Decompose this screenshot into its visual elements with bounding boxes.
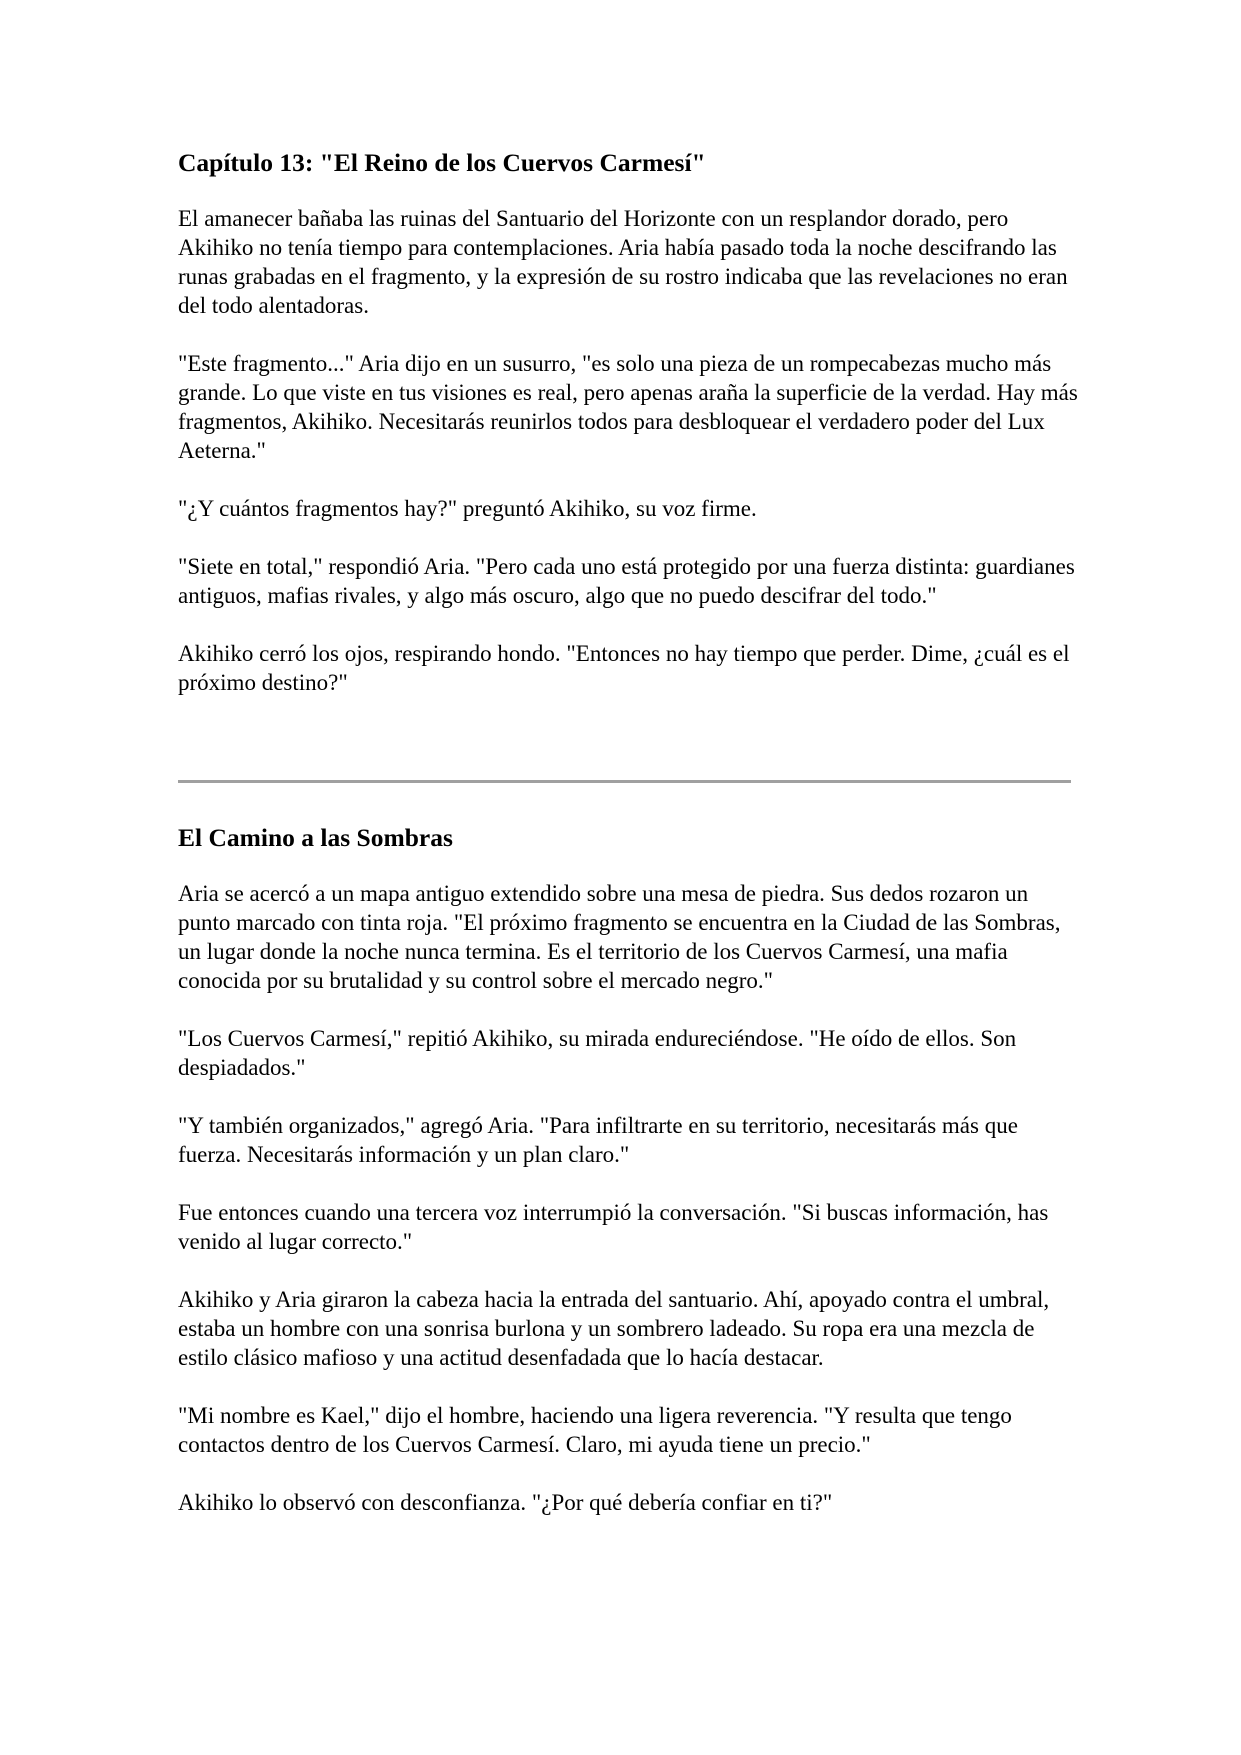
- section-camino: [178, 823, 1078, 1517]
- chapter-title: Capítulo 13: "El Reino de los Cuervos Carmesí": [178, 148, 706, 177]
- paragraph: "Y también organizados," agregó Aria. "Para infiltrarte en su territorio, necesitarás más que fuerza. Necesitarás información y un plan claro.": [178, 1113, 1018, 1167]
- paragraph: Fue entonces cuando una tercera voz interrumpió la conversación. "Si buscas información, has venido al lugar correcto.": [178, 1200, 1049, 1254]
- paragraph: "¿Y cuántos fragmentos hay?" preguntó Akihiko, su voz firme.: [178, 496, 757, 521]
- chapter-section: [178, 148, 1078, 697]
- paragraph: "Los Cuervos Carmesí," repitió Akihiko, su mirada endureciéndose. "He oído de ellos. Son despiadados.": [178, 1026, 1017, 1080]
- paragraph: "Siete en total," respondió Aria. "Pero cada uno está protegido por una fuerza distinta: guardianes antiguos, mafias rivales, y algo más oscuro, algo que no puedo descifrar del todo.": [178, 554, 1075, 608]
- paragraph: "Este fragmento..." Aria dijo en un susurro, "es solo una pieza de un rompecabezas mucho más grande. Lo que viste en tus visiones es real, pero apenas araña la superficie de la verdad. Hay más fragmentos, Akihiko. Necesitarás reunirlos todos para desbloquear el verdadero poder del Lux Aeterna.": [178, 351, 1078, 463]
- paragraph: Akihiko lo observó con desconfianza. "¿Por qué debería confiar en ti?": [178, 1490, 833, 1515]
- paragraph: Akihiko cerró los ojos, respirando hondo. "Entonces no hay tiempo que perder. Dime, ¿cuál es el próximo destino?": [178, 641, 1070, 695]
- section-title: El Camino a las Sombras: [178, 823, 453, 852]
- paragraph: El amanecer bañaba las ruinas del Santuario del Horizonte con un resplandor dorado, pero Akihiko no tenía tiempo para contemplaciones. Aria había pasado toda la noche descifrando las runas grabadas en el fragmento, y la expresión de su rostro indicaba que las revelaciones no eran del todo alentadoras.: [178, 206, 1068, 318]
- paragraph: "Mi nombre es Kael," dijo el hombre, haciendo una ligera reverencia. "Y resulta que tengo contactos dentro de los Cuervos Carmesí. Claro, mi ayuda tiene un precio.": [178, 1403, 1012, 1457]
- paragraph: Akihiko y Aria giraron la cabeza hacia la entrada del santuario. Ahí, apoyado contra el umbral, estaba un hombre con una sonrisa burlona y un sombrero ladeado. Su ropa era una mezcla de estilo clásico mafioso y una actitud desenfadada que lo hacía destacar.: [178, 1287, 1050, 1370]
- paragraph: Aria se acercó a un mapa antiguo extendido sobre una mesa de piedra. Sus dedos rozaron un punto marcado con tinta roja. "El próximo fragmento se encuentra en la Ciudad de las Sombras, un lugar donde la noche nunca termina. Es el territorio de los Cuervos Carmesí, una mafia conocida por su brutalidad y su control sobre el mercado negro.": [178, 881, 1061, 993]
- section-divider: [178, 780, 1071, 783]
